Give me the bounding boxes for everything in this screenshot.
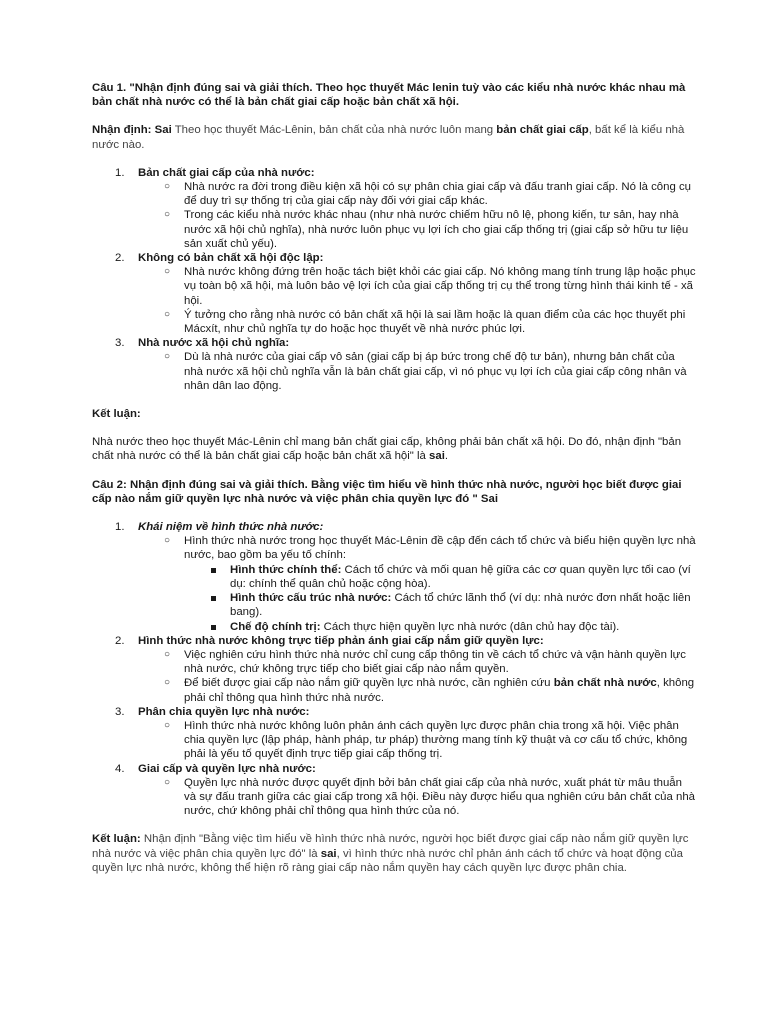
bullet-marker-icon: ○ (164, 209, 171, 221)
bullet-list (138, 648, 696, 705)
item-number: 3. (115, 705, 125, 718)
sub-bullet-item (184, 563, 696, 591)
bullet-list (138, 265, 696, 336)
bullet-item (138, 208, 696, 251)
bullet-item (138, 776, 696, 819)
bullet-marker-icon: ○ (164, 266, 171, 278)
bullet-text: Hình thức nhà nước trong học thuyết Mác-Lênin đề cập đến cách tổ chức và biểu hiện quyền lực nhà nước, bao gồm ba yếu tố chính: (184, 535, 696, 562)
q1-claim (92, 123, 696, 151)
list-item (92, 634, 696, 705)
bullet-list (138, 534, 696, 633)
q1-claim-label: Nhận định: Sai (92, 124, 172, 137)
bullet-marker-icon: ○ (164, 648, 171, 660)
q1-claim-bold: bản chất giai cấp (496, 124, 589, 137)
bullet-item (138, 350, 696, 393)
bullet-list (138, 180, 696, 251)
bullet-item (138, 676, 696, 704)
sub-bullet-text: Cách tổ chức lãnh thổ (ví dụ: nhà nước đơn nhất hoặc liên bang). (230, 592, 691, 619)
bullet-text: Ý tưởng cho rằng nhà nước có bản chất xã hội là sai lầm hoặc là quan điểm của các học thuyết phi Mácxít, như chủ nghĩa tự do hoặc học thuyết về nhà nước phúc lợi. (184, 308, 686, 336)
sub-bullet-label: Chế độ chính trị: (230, 620, 321, 633)
bullet-item (138, 265, 696, 308)
bullet-marker-icon: ○ (164, 351, 171, 363)
list-item (92, 705, 696, 762)
bullet-item (138, 648, 696, 676)
bullet-item (138, 308, 696, 336)
item-heading: Phân chia quyền lực nhà nước: (138, 705, 310, 718)
sub-bullet-item (184, 591, 696, 619)
item-number: 3. (115, 337, 125, 350)
q2-title: Câu 2: Nhận định đúng sai và giải thích. Bằng việc tìm hiểu về hình thức nhà nước, người học biết được giai cấp nào nắm giữ quyền lực nhà nước và việc phân chia quyền lực đó " Sai (92, 478, 682, 505)
list-item (92, 166, 696, 251)
item-number: 4. (115, 762, 125, 775)
bullet-item (138, 180, 696, 208)
bullet-marker-icon: ○ (164, 181, 171, 193)
sub-bullet-label: Hình thức chính thể: (230, 563, 342, 576)
sub-bullet-item (184, 620, 696, 634)
square-bullet-icon (211, 625, 216, 630)
item-number: 1. (115, 166, 125, 179)
q1-conclusion-bold: sai (429, 450, 445, 463)
bullet-item (138, 719, 696, 762)
sub-bullet-label: Hình thức cấu trúc nhà nước: (230, 592, 392, 605)
square-bullet-icon (211, 596, 216, 601)
q1-conclusion-text-b: . (444, 450, 449, 463)
item-number: 2. (115, 634, 125, 647)
item-heading: Giai cấp và quyền lực nhà nước: (138, 762, 316, 775)
q1-title: Câu 1. "Nhận định đúng sai và giải thích. Theo học thuyết Mác lenin tuỳ vào các kiểu nhà nước khác nhau mà bản chất nhà nước có thể là bản chất giai cấp hoặc bản chất xã hội. (92, 82, 686, 109)
list-item (92, 251, 696, 336)
item-heading: Nhà nước xã hội chủ nghĩa: (138, 337, 290, 350)
bullet-list (138, 350, 696, 393)
q1-conclusion-text-a: Nhà nước theo học thuyết Mác-Lênin chỉ mang bản chất giai cấp, không phải bản chất xã hội. Do đó, nhận định "bản chất nhà nước có thể là bản chất giai cấp hoặc bản chất xã hội" là (92, 436, 682, 463)
bullet-item (138, 534, 696, 633)
q1-conclusion-label: Kết luận: (92, 408, 141, 421)
sub-bullet-text: Cách tổ chức và mối quan hệ giữa các cơ quan quyền lực tối cao (ví dụ: chính thể quân chủ hoặc cộng hòa). (230, 563, 691, 590)
bullet-marker-icon: ○ (164, 677, 171, 689)
q2-conclusion-text-a: Nhận định "Bằng việc tìm hiểu về hình thức nhà nước, người học biết được giai cấp nào nắm giữ quyền lực nhà nước và việc phân chia quyền lực đó" là (92, 833, 689, 860)
bullet-marker-icon: ○ (164, 776, 171, 788)
item-number: 1. (115, 521, 125, 534)
bullet-text: Dù là nhà nước của giai cấp vô sản (giai cấp bị áp bức trong chế độ tư bản), nhưng bản chất của nhà nước xã hội chủ nghĩa vẫn là bản chất giai cấp, vì nó phục vụ lợi ích của giai cấp công nhân và nhân dân lao động. (184, 351, 687, 392)
q2-conclusion (92, 832, 696, 875)
q1-conclusion (92, 435, 696, 463)
list-item (92, 762, 696, 819)
bullet-text: Trong các kiểu nhà nước khác nhau (như nhà nước chiếm hữu nô lệ, phong kiến, tư sản, hay nhà nước xã hội chủ nghĩa), nhà nước luôn phục vụ lợi ích cho giai cấp thống trị (giai cấp sở hữu tư liệu sản xuất chủ yếu). (184, 209, 689, 250)
sub-bullet-list (184, 563, 696, 634)
q2-conclusion-text-b: , vì hình thức nhà nước chỉ phản ánh cách tổ chức và hoạt động của quyền lực nhà nước, không thể hiện rõ ràng giai cấp nào nắm quyền hay cách quyền lực được phân chia. (92, 847, 683, 874)
bullet-text: Việc nghiên cứu hình thức nhà nước chỉ cung cấp thông tin về cách tổ chức và vận hành quyền lực nhà nước, chứ không trực tiếp cho biết giai cấp nào nắm quyền. (184, 648, 686, 676)
bullet-text: Nhà nước không đứng trên hoặc tách biệt khỏi các giai cấp. Nó không mang tính trung lập hoặc phục vụ toàn bộ xã hội, mà luôn bảo vệ lợi ích của giai cấp thống trị cụ thể trong từng hình thái kinh tế - xã hội. (184, 266, 696, 307)
q1-list (92, 166, 696, 393)
bullet-text: Hình thức nhà nước không luôn phản ánh cách quyền lực được phân chia trong xã hội. Việc phân chia quyền lực (lập pháp, hành pháp, tư pháp) thường mang tính kỹ thuật và cơ cấu tổ chức, không phải là yếu tố quyết định trực tiếp giai cấp thống trị. (184, 719, 688, 761)
bullet-list (138, 776, 696, 819)
q2-conclusion-bold: sai (320, 847, 337, 860)
list-item (92, 336, 696, 393)
q1-claim-text-b: , bất kể là kiểu nhà nước nào. (92, 124, 685, 151)
bullet-bold: bản chất nhà nước (553, 677, 657, 690)
q1-claim-text-a: Theo học thuyết Mác-Lênin, bản chất của nhà nước luôn mang (171, 124, 497, 137)
q2-list (92, 520, 696, 818)
bullet-text-after: , không phải chỉ thông qua hình thức nhà nước. (184, 677, 695, 704)
item-heading: Bản chất giai cấp của nhà nước: (138, 166, 315, 179)
bullet-list (138, 719, 696, 762)
item-number: 2. (115, 252, 125, 265)
square-bullet-icon (211, 568, 216, 573)
bullet-text: Quyền lực nhà nước được quyết định bởi bản chất giai cấp của nhà nước, xuất phát từ mâu thuẫn và sự đấu tranh giữa các giai cấp trong xã hội. Điều này được hiểu qua nghiên cứu bản chất của nhà nước, chứ không phải chỉ thông qua hình thức của nó. (184, 776, 696, 818)
list-item (92, 520, 696, 634)
item-heading: Không có bản chất xã hội độc lập: (138, 252, 324, 265)
bullet-marker-icon: ○ (164, 308, 171, 320)
q2-conclusion-label: Kết luận: (92, 833, 141, 846)
sub-bullet-text: Cách thực hiện quyền lực nhà nước (dân chủ hay độc tài). (320, 620, 620, 633)
item-heading: Hình thức nhà nước không trực tiếp phản ánh giai cấp nắm giữ quyền lực: (138, 634, 544, 647)
bullet-text: Để biết được giai cấp nào nắm giữ quyền lực nhà nước, cần nghiên cứu (184, 677, 554, 690)
bullet-text: Nhà nước ra đời trong điều kiện xã hội có sự phân chia giai cấp và đấu tranh giai cấp. Nó là công cụ để duy trì sự thống trị của giai cấp này đối với giai cấp khác. (184, 181, 691, 208)
bullet-marker-icon: ○ (164, 719, 171, 731)
item-heading: Khái niệm về hình thức nhà nước: (138, 521, 324, 534)
bullet-marker-icon: ○ (164, 535, 171, 547)
